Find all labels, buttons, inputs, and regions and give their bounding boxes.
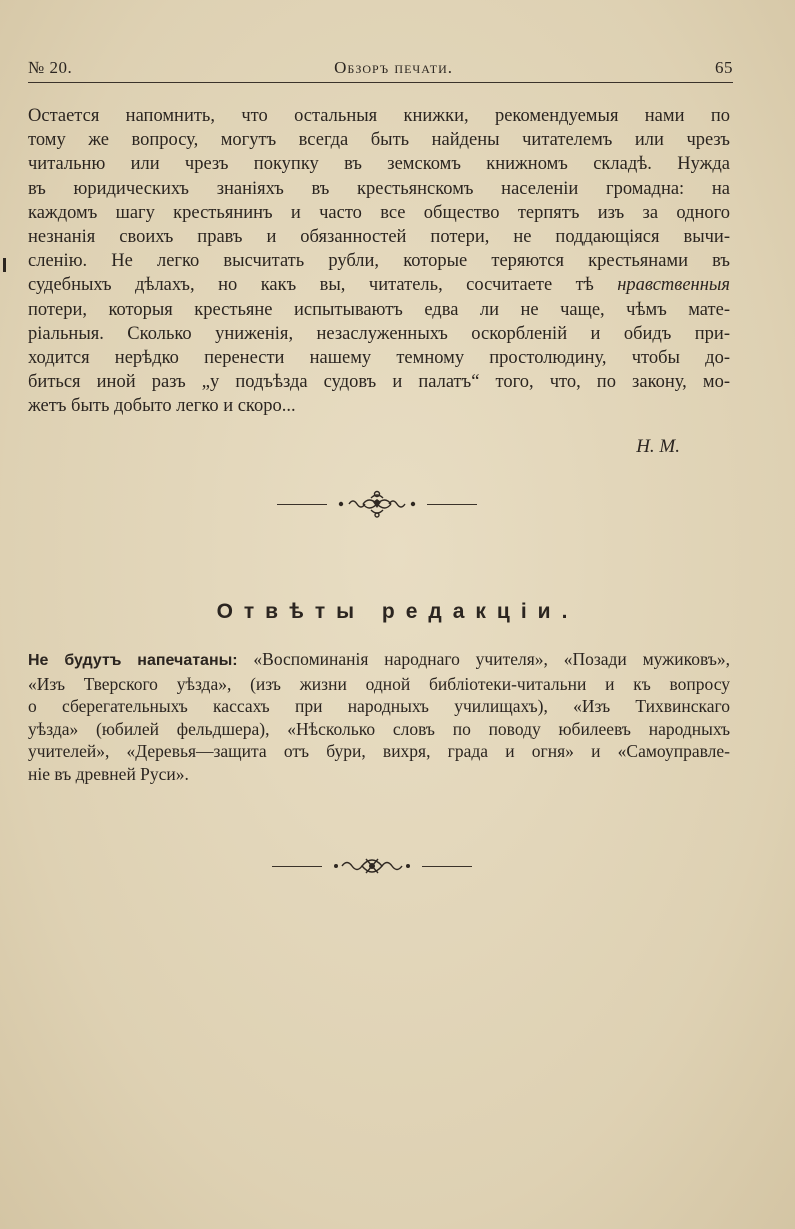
text-fragment: «Воспоминанія народнаго учителя», «Позади мужиковъ», bbox=[253, 649, 730, 669]
lead-phrase: Не будутъ напечатаны: bbox=[28, 652, 238, 669]
author-signature: Н. М. bbox=[636, 436, 680, 457]
text-line: «Изъ Тверского уѣзда», (изъ жизни одной библіотеки-читальни и къ вопросу bbox=[28, 673, 730, 694]
answers-text bbox=[28, 648, 730, 785]
issue-number: № 20. bbox=[28, 58, 73, 77]
running-header bbox=[28, 58, 733, 84]
page-number: 65 bbox=[714, 58, 733, 77]
text-line: сленію. Не легко высчитать рубли, которые теряются крестьянами въ bbox=[28, 251, 730, 272]
text-line: тому же вопросу, могутъ всегда быть найдены читателемъ или чрезъ bbox=[28, 130, 730, 151]
text-line: потери, которыя крестьяне испытываютъ едва ли не чаще, чѣмъ мате- bbox=[28, 299, 730, 320]
text-line bbox=[28, 273, 730, 297]
ornament-divider-end bbox=[272, 850, 472, 882]
text-line: незнанія своихъ правъ и обязанностей потери, не поддающіяся вычи- bbox=[28, 227, 730, 248]
text-line-last: жетъ быть добыто легко и скоро... bbox=[28, 396, 296, 417]
text-line: каждомъ шагу крестьянинъ и часто все общество терпятъ изъ за одного bbox=[28, 202, 730, 223]
margin-mark bbox=[3, 258, 6, 272]
italic-word: нравственныя bbox=[617, 275, 731, 296]
text-line: въ юридическихъ знаніяхъ въ крестьянскомъ населеніи громадна: на bbox=[28, 178, 730, 199]
ornament-line bbox=[277, 504, 327, 505]
text-fragment: судебныхъ дѣлахъ, но какъ вы, читатель, сосчитаете тѣ bbox=[28, 275, 594, 296]
fleuron-icon bbox=[322, 850, 422, 882]
text-line: ходится нерѣдко перенести нашему темному простолюдину, чтобы до- bbox=[28, 348, 730, 369]
text-line: о сберегательныхъ кассахъ при народныхъ училищахъ), «Изъ Тихвинскаго bbox=[28, 696, 730, 716]
ornament-line bbox=[422, 866, 472, 867]
fleuron-icon bbox=[327, 488, 427, 520]
text-line: биться иной разъ „у подъѣзда судовъ и палатъ“ того, что, по закону, мо- bbox=[28, 372, 730, 393]
text-line: учителей», «Деревья—защита отъ бури, вихря, града и огня» и «Самоуправле- bbox=[28, 741, 730, 761]
text-line-last: ніе въ древней Руси». bbox=[28, 763, 189, 784]
section-title: Обзоръ печати. bbox=[334, 58, 454, 77]
text-line: читальню или чрезъ покупку въ земскомъ книжномъ складѣ. Нужда bbox=[28, 154, 730, 175]
text-line: Остается напомнить, что остальныя книжки, рекомендуемыя нами по bbox=[28, 106, 730, 126]
text-line: ріальныя. Сколько униженія, незаслуженныхъ оскорбленій и обидъ при- bbox=[28, 323, 730, 344]
ornament-divider bbox=[277, 488, 477, 520]
text-line: уѣзда» (юбилей фельдшера), «Нѣсколько словъ по поводу юбилеевъ народныхъ bbox=[28, 718, 730, 739]
text-line bbox=[28, 648, 730, 673]
ornament-line bbox=[272, 866, 322, 867]
header-rule bbox=[28, 82, 733, 83]
ornament-line bbox=[427, 504, 477, 505]
section-heading: Отвѣты редакціи. bbox=[216, 600, 579, 623]
article-text bbox=[28, 104, 730, 419]
